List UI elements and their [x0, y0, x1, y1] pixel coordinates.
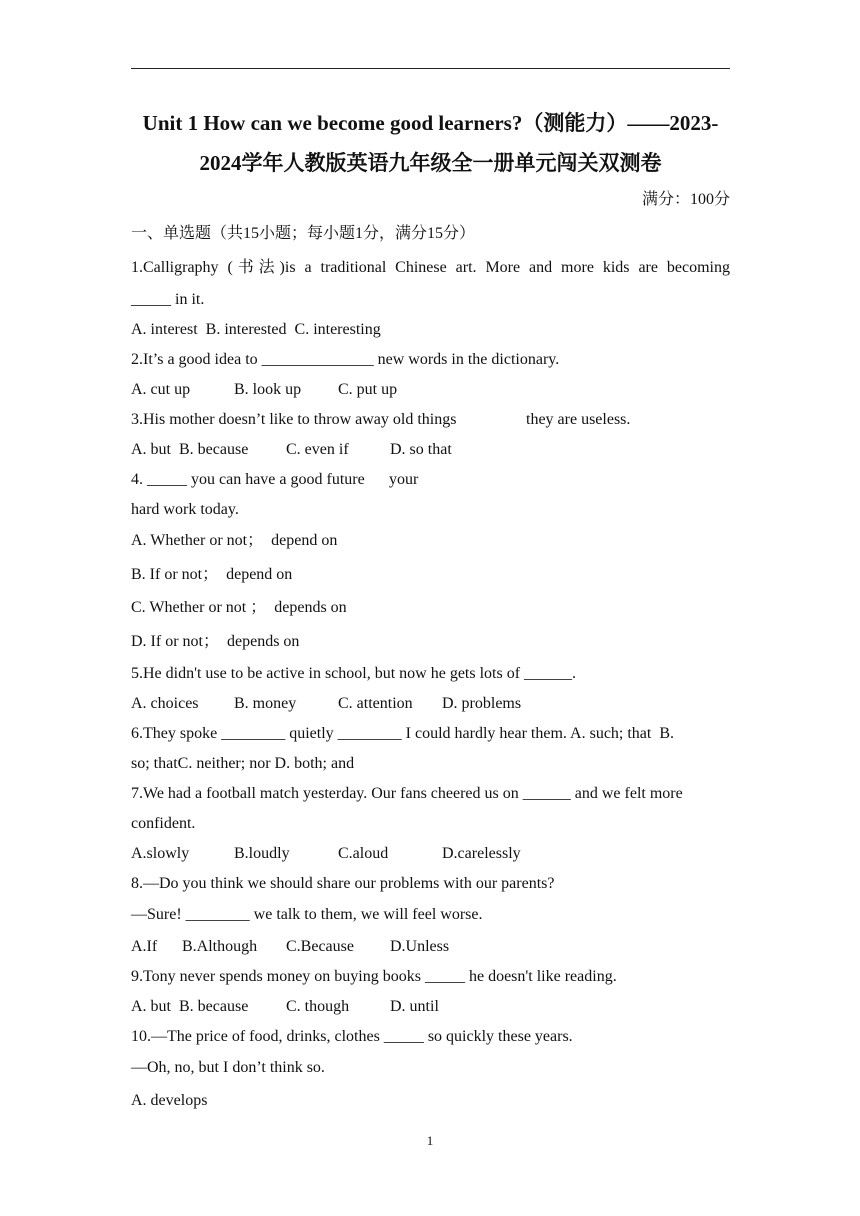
- question-7-option-c: C.aloud: [338, 845, 389, 862]
- question-2-option-a: A. cut up: [131, 381, 191, 398]
- question-2-option-c: C. put up: [338, 381, 398, 398]
- question-7-stem-line-1: 7.We had a football match yesterday. Our fans cheered us on ______ and we felt more: [131, 785, 683, 802]
- question-8-option-b: B.Although: [182, 938, 258, 955]
- question-10-option-a: A. develops: [131, 1092, 208, 1109]
- question-1-stem-line-2: _____ in it.: [131, 291, 205, 308]
- question-5-option-a: A. choices: [131, 695, 199, 712]
- question-7-stem-line-2: confident.: [131, 815, 196, 832]
- question-7-option-b: B.loudly: [234, 845, 290, 862]
- question-6-stem-line-2: so; thatC. neither; nor D. both; and: [131, 755, 355, 772]
- question-3-stem-part-2: they are useless.: [526, 411, 631, 428]
- question-7-option-d: D.carelessly: [442, 845, 521, 862]
- question-2-option-b: B. look up: [234, 381, 302, 398]
- question-6-stem-line-1: 6.They spoke ________ quietly ________ I could hardly hear them. A. such; that B.: [131, 725, 675, 742]
- question-4-option-b: B. If or not； depend on: [131, 566, 293, 583]
- question-7-option-a: A.slowly: [131, 845, 190, 862]
- question-9-stem: 9.Tony never spends money on buying books _____ he doesn't like reading.: [131, 968, 617, 985]
- question-5-option-c: C. attention: [338, 695, 413, 712]
- question-9-option-c: C. though: [286, 998, 350, 1015]
- question-9-option-d: D. until: [390, 998, 439, 1015]
- question-9-options-ab: A. but B. because: [131, 998, 249, 1015]
- question-5-option-b: B. money: [234, 695, 297, 712]
- question-4-stem-line-2: hard work today.: [131, 501, 239, 518]
- question-10-stem-line-1: 10.—The price of food, drinks, clothes _____ so quickly these years.: [131, 1028, 573, 1045]
- question-3-option-d: D. so that: [390, 441, 452, 458]
- question-1-options: A. interest B. interested C. interesting: [131, 321, 381, 338]
- question-2-stem: 2.It’s a good idea to ______________ new words in the dictionary.: [131, 351, 560, 368]
- question-1-stem-line-1: 1.Calligraphy (书法)is a traditional Chinese art. More and more kids are becoming: [131, 259, 730, 276]
- question-8-stem-line-2: —Sure! ________ we talk to them, we will feel worse.: [131, 906, 483, 923]
- question-5-stem: 5.He didn't use to be active in school, but now he gets lots of ______.: [131, 665, 577, 682]
- question-3-options-ab: A. but B. because: [131, 441, 249, 458]
- question-4-option-a: A. Whether or not； depend on: [131, 532, 338, 549]
- page-number: 1: [426, 1133, 434, 1148]
- question-8-option-d: D.Unless: [390, 938, 450, 955]
- question-8-option-c: C.Because: [286, 938, 354, 955]
- question-3-stem-part-1: 3.His mother doesn’t like to throw away old things: [131, 411, 457, 428]
- title-line-1: Unit 1 How can we become good learners?（测能力）——2023-: [142, 111, 719, 135]
- question-5-option-d: D. problems: [442, 695, 522, 712]
- question-8-option-a: A.If: [131, 938, 158, 955]
- question-8-stem-line-1: 8.—Do you think we should share our problems with our parents?: [131, 875, 555, 892]
- question-10-stem-line-2: —Oh, no, but I don’t think so.: [131, 1059, 325, 1076]
- title-line-2: 2024学年人教版英语九年级全一册单元闯关双测卷: [199, 151, 662, 175]
- full-score: 满分：100分: [641, 191, 730, 208]
- question-3-option-c: C. even if: [286, 441, 349, 458]
- question-4-option-c: C. Whether or not ； depends on: [131, 599, 347, 616]
- header-rule: [131, 68, 730, 69]
- question-4-stem-part-2: your: [389, 471, 419, 488]
- question-4-option-d: D. If or not； depends on: [131, 633, 300, 650]
- section-heading: 一、单选题（共15小题；每小题1分，满分15分）: [131, 225, 476, 242]
- question-4-stem-part-1: 4. _____ you can have a good future: [131, 471, 365, 488]
